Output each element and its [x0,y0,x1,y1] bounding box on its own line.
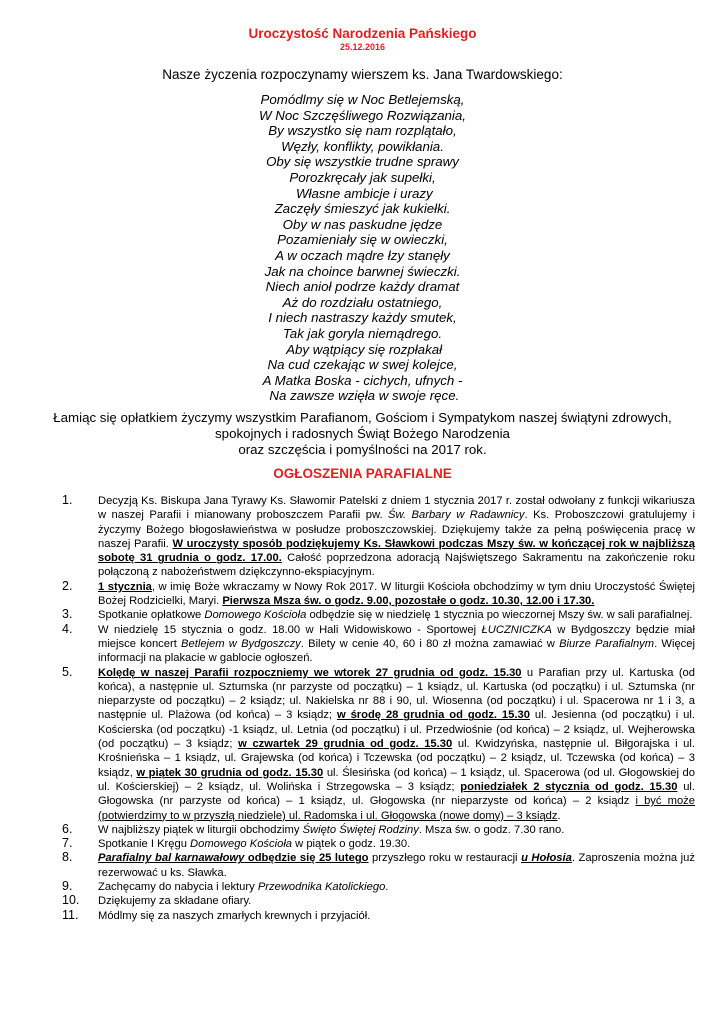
item-text: Spotkanie opłatkowe [98,609,205,622]
item-text-emphasis: u Hołosia [521,852,572,865]
item-text: . Więcej informacji na plakacie w gablocie ogłoszeń. [98,637,695,665]
item-text: Zachęcamy do nabycia i lektury [98,881,258,894]
item-text: W niedzielę 15 stycznia o godz. 18.00 w Hali Widowiskowo - Sportowej [98,623,482,636]
announcement-item [62,837,695,851]
item-text: Całość poprzedzona adoracją Najświętszego Sakramentu na zakończenie roku połączoną z nabożeństwem dziękczynno-ekspiacyjnym. [98,552,695,579]
item-text-underlined: i być może (potwierdzimy to w przyszłą niedziele) ul. Radomska i ul. Głogowska (nowe domy) – 3 ksiądz [98,795,695,822]
poem-line: Jak na choince barwnej świeczki. [264,263,461,279]
poem-line: A w oczach mądre łzy stanęły [275,247,450,263]
item-text: . Zaproszenia można już rezerwować u ks. Sławka. [98,852,695,879]
item-text-emphasis: Parafialny bal karnawałowy [98,852,245,865]
poem-line: I niech nastraszy każdy smutek, [268,310,457,326]
poem-line: Niech anioł podrze każdy dramat [265,279,460,295]
poem-line: Oby w nas paskudne jędze [282,216,443,232]
item-text: . Msza św. o godz. 7.30 rano. [418,823,565,836]
christmas-wishes [40,410,685,458]
poem-line: Oby się wszystkie trudne sprawy [266,154,459,170]
announcement-item [62,823,695,837]
item-text-emphasis: w piątek 30 grudnia od godz. 15.30 [136,766,324,779]
item-number: 9. [62,879,73,894]
item-text: . [385,881,389,894]
poem-line: Na zawsze wzięła w swoje ręce. [265,388,460,404]
item-text-emphasis: 1 stycznia [98,580,152,593]
item-text-italic: Betlejem w Bydgoszczy [181,637,301,650]
item-text: w piątek o godz. 19.30. [292,838,411,851]
date-label: 25.12.2016 [339,42,386,52]
item-text: Decyzją Ks. Biskupa Jana Tyrawy Ks. Sławomir Patelski z dniem 1 stycznia 2017 r. został odwołany z funkcji wikariusza w naszej Parafii i mianowany proboszczem Parafii pw. [98,495,695,522]
item-text: u Parafian przy ul. Kartuska (od końca), a następnie ul. Sztumska (nr parzyste od początku) – 1 ksiądz, ul. Kartuska (od początku) i ul. Sztumska (nr nieparzyste od początku) – 2 ksiądz; ul. Nakielska nr 88 i 90, ul. Wiosenna (od początku) i ul. Spacerowa nr 1 i 3, a następnie ul. Plażowa (od końca) – 3 ksiądz; [98,666,695,722]
item-text: ul. Kwidzyńska, następnie ul. Biłgorajska i ul. Krośnieńska – 1 ksiądz, ul. Grajewska (od końca) i Tczewska (od początku) – 2 ksiądz, ul. Tczewska (od końca) – 3 ksiądz, [98,738,695,779]
announcement-item [62,494,695,580]
item-text: w Bydgoszczy będzie miał miejsce koncert [98,623,695,650]
item-text: . Bilety w cenie 40, 60 i 80 zł można zamawiać w [300,637,560,650]
item-text-emphasis: w czwartek 29 grudnia od godz. 15.30 [238,738,453,751]
item-number: 8. [62,850,73,865]
wishes-line: oraz szczęścia i pomyślności na 2017 rok. [238,442,487,457]
item-text: przyszłego roku w restauracji [368,852,522,865]
announcements-list [62,494,695,923]
item-number: 6. [62,821,73,836]
poem-line: Zaczęły śmieszyć jak kukiełki. [274,201,451,217]
item-text-emphasis: poniedziałek 2 stycznia od godz. 15.30 [460,780,678,793]
announcement-item [62,580,695,609]
intro-text: Nasze życzenia rozpoczynamy wierszem ks. Jana Twardowskiego: [162,67,563,82]
item-number: 5. [62,664,73,679]
poem-line: Pomódlmy się w Noc Betlejemską, [260,92,465,107]
page-title: Uroczystość Narodzenia Pańskiego [248,26,477,41]
item-number: 10. [62,893,80,908]
announcement-item [62,894,695,908]
item-text-emphasis: Kolędę w naszej Parafii rozpoczniemy we wtorek 27 grudnia od godz. 15.30 [98,666,522,679]
announcement-item [62,880,695,894]
item-text: ul. Głogowska (nr parzyste od końca) – 1 ksiądz, ul. Głogowska (nr nieparzyste od końca) – 2 ksiądz [98,780,696,808]
poem-line: Pozamieniały się w owieczki, [277,232,448,248]
item-text: ul. Jesienna (od początku) i ul. Kościerska (od początku) -1 ksiądz, ul. Letnia (od początku) i ul. Przedwiośnie (od końca) – 2 ksiądz, ul. Wejherowska (od początku) – 3 ksiądz; [98,709,695,751]
item-number: 1. [62,493,73,507]
poem-line: Aby wątpiący się rozpłakał [282,341,443,357]
item-text: , w imię Boże wkraczamy w Nowy Rok 2017. W liturgii Kościoła obchodzimy w tym dniu Uroczystość Świętej Bożej Rodzicielki, Maryi. [98,580,695,608]
item-text-italic: Domowego Kościoła [204,609,307,622]
item-text-emphasis: W uroczysty sposób podziękujemy Ks. Sławkowi podczas Mszy św. w kończącej rok w najbliższą sobotę 31 grudnia o godz. 17.00. [98,537,695,565]
poem-line: A Matka Boska - cichych, ufnych - [262,372,463,388]
poem-line: Własne ambicje i urazy [292,185,433,201]
announcement-item [62,851,695,880]
item-text-italic: Domowego Kościoła [190,838,293,851]
item-number: 3. [62,607,73,622]
item-number: 7. [62,836,73,851]
poem [0,92,725,404]
poem-line: By wszystko się nam rozplątało, [268,123,457,139]
item-text-italic: Św. Barbary w Radawnicy [388,509,525,522]
announcement-item [62,608,695,622]
item-text-emphasis: Pierwsza Msza św. o godz. 9.00, pozostałe o godz. 10.30, 12.00 i 17.30. [222,595,595,608]
item-number: 2. [62,578,73,593]
item-text: W najbliższy piątek w liturgii obchodzimy [98,823,303,836]
announcements-heading: OGŁOSZENIA PARAFIALNE [273,466,452,481]
item-text-italic: Święto Świętej Rodziny [302,823,419,836]
wishes-line: Łamiąc się opłatkiem życzymy wszystkim Parafianom, Gościom i Sympatykom naszej świątyni zdrowych, spokojnych i radosnych Świąt Bożego Narodzenia [53,410,672,441]
item-text: Dziękujemy za składane ofiary. [98,895,252,908]
poem-line: Węzły, konflikty, powikłania. [281,138,444,154]
poem-line: Aż do rozdziału ostatniego, [282,294,443,310]
item-text-italic: Biurze Parafialnym [559,637,655,650]
item-text: . [557,809,561,822]
item-text-emphasis: w środę 28 grudnia od godz. 15.30 [336,709,530,722]
item-text: Spotkanie I Kręgu [98,838,191,851]
item-text: odbędzie się w niedzielę 1 stycznia po wieczornej Mszy św. w sali parafialnej. [306,609,693,622]
poem-line: Porozkręcały jak supełki, [289,169,436,185]
announcement-item [62,666,695,823]
item-text-italic: Przewodnika Katolickiego [257,881,386,894]
item-number: 11. [62,907,79,922]
item-number: 4. [62,621,73,636]
item-text-emphasis: odbędzie się 25 lutego [244,852,369,865]
item-text: Módlmy się za naszych zmarłych krewnych i przyjaciół. [98,909,371,922]
item-text: ul. Ślesińska (od końca) – 1 ksiądz, ul. Spacerowa (od ul. Głogowskiej do ul. Kościerskiej) – 2 ksiądz, ul. Wolińska i Strzegowska – 3 ksiądz; [98,766,695,793]
poem-line: W Noc Szczęśliwego Rozwiązania, [259,107,466,123]
item-text: . Ks. Proboszczowi gratulujemy i życzymy Bożego błogosławieństwa w posłudze proboszczowskiej. Dziękujemy także za pełną poświęcenia pracę w naszej Parafii. [98,509,695,550]
poem-line: Na cud czekając w swej kolejce, [267,357,458,373]
item-text-italic: ŁUCZNICZKA [481,623,552,636]
announcement-item [62,909,695,923]
announcement-item [62,623,695,666]
poem-line: Tak jak goryla niemądrego. [282,325,443,341]
